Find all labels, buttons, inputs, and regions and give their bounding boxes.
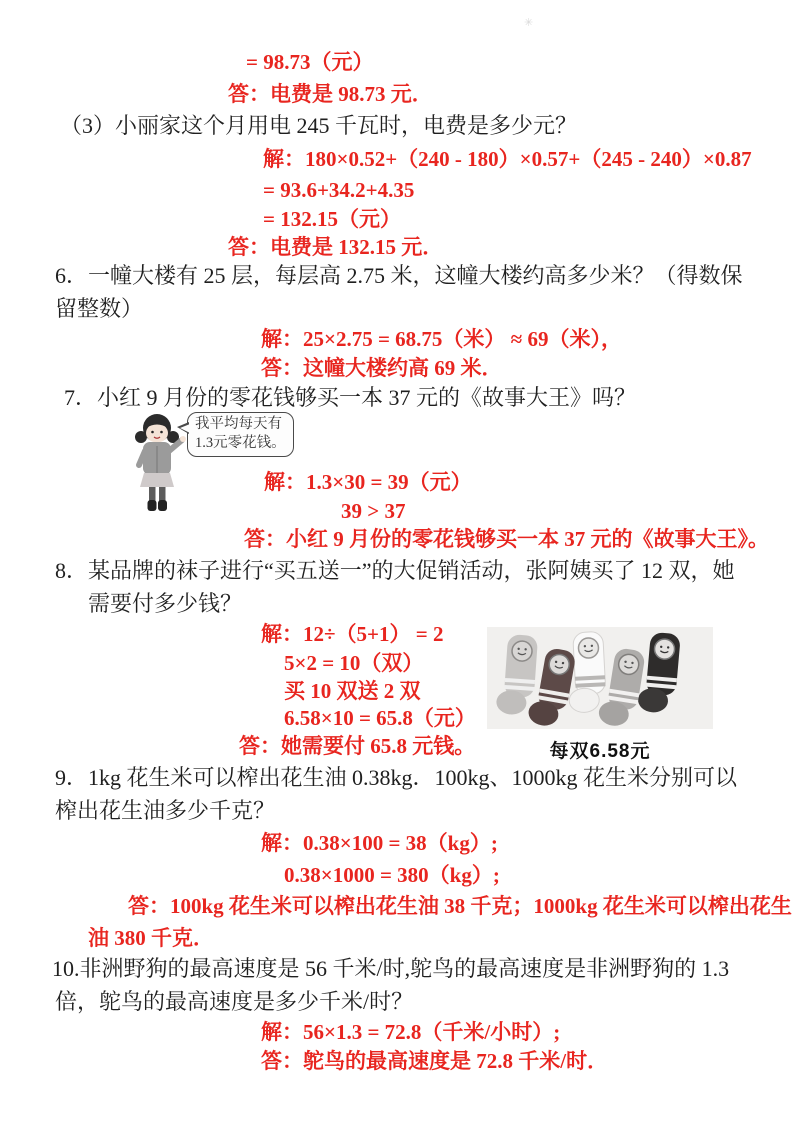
q3-solution-line1: 解：180×0.52+（240 - 180）×0.57+（245 - 240）×0.87	[263, 147, 752, 171]
q6-question-line1: 6．一幢大楼有 25 层，每层高 2.75 米，这幢大楼约高多少米？（得数保	[55, 263, 743, 288]
socks-photo-figure	[487, 627, 713, 763]
q3-solution-line2: = 93.6+34.2+4.35	[263, 178, 415, 202]
q3-solution-line3: = 132.15（元）	[263, 207, 401, 231]
q9-answer-line1: 答：100kg 花生米可以榨出花生油 38 千克；1000kg 花生米可以榨出花生	[128, 894, 792, 918]
socks-photo	[487, 627, 713, 729]
q3-question: （3）小丽家这个月用电 245 千瓦时，电费是多少元？	[60, 113, 578, 138]
q8-solution-line1: 解：12÷（5+1） = 2	[261, 622, 444, 646]
q10-question-line1: 10.非洲野狗的最高速度是 56 千米/时,鸵鸟的最高速度是非洲野狗的 1.3	[52, 956, 730, 981]
speech-bubble-line2: 1.3元零花钱。	[195, 434, 286, 451]
q7-answer: 答：小红 9 月份的零花钱够买一本 37 元的《故事大王》。	[244, 527, 769, 551]
q3-answer: 答：电费是 132.15 元．	[228, 235, 444, 259]
q10-solution: 解：56×1.3 = 72.8（千米/小时）;	[261, 1020, 561, 1044]
q10-answer: 答：鸵鸟的最高速度是 72.8 千米/时．	[261, 1049, 609, 1073]
prev-calc-result: = 98.73（元）	[246, 50, 374, 74]
speech-bubble-line1: 我平均每天有	[195, 416, 282, 432]
q9-question-line1: 9．1kg 花生米可以榨出花生油 0.38kg．100kg、1000kg 花生米分别可以	[55, 765, 738, 790]
q9-solution-line1: 解：0.38×100 = 38（kg）;	[261, 831, 498, 855]
q8-solution-line2: 5×2 = 10（双）	[284, 651, 424, 675]
q6-solution: 解：25×2.75 = 68.75（米） ≈ 69（米），	[261, 327, 622, 351]
q8-question-line1: 8．某品牌的袜子进行“买五送一”的大促销活动，张阿姨买了 12 双，她	[55, 558, 735, 583]
q9-question-line2: 榨出花生油多少千克？	[55, 798, 276, 823]
q6-answer: 答：这幢大楼约高 69 米．	[261, 356, 503, 380]
faint-registration-mark: ✳	[524, 17, 534, 29]
q7-solution-line1: 解：1.3×30 = 39（元）	[264, 470, 472, 494]
q8-solution-line4: 6.58×10 = 65.8（元）	[284, 706, 476, 730]
prev-answer: 答：电费是 98.73 元．	[228, 82, 433, 106]
socks-price-caption: 每双6.58元	[549, 741, 651, 762]
q10-question-line2: 倍，鸵鸟的最高速度是多少千米/时？	[55, 989, 414, 1014]
q9-solution-line2: 0.38×1000 = 380（kg）;	[284, 863, 500, 887]
q6-question-line2: 留整数）	[55, 296, 144, 321]
q8-solution-line3: 买 10 双送 2 双	[284, 679, 421, 703]
q8-question-line2: 需要付多少钱？	[88, 591, 243, 616]
q9-answer-line2: 油 380 千克．	[88, 926, 214, 950]
q8-answer: 答：她需要付 65.8 元钱。	[239, 734, 476, 758]
q7-question: 7．小红 9 月份的零花钱够买一本 37 元的《故事大王》吗？	[64, 385, 637, 410]
q7-solution-line2: 39 > 37	[341, 499, 406, 523]
speech-bubble	[187, 412, 294, 457]
